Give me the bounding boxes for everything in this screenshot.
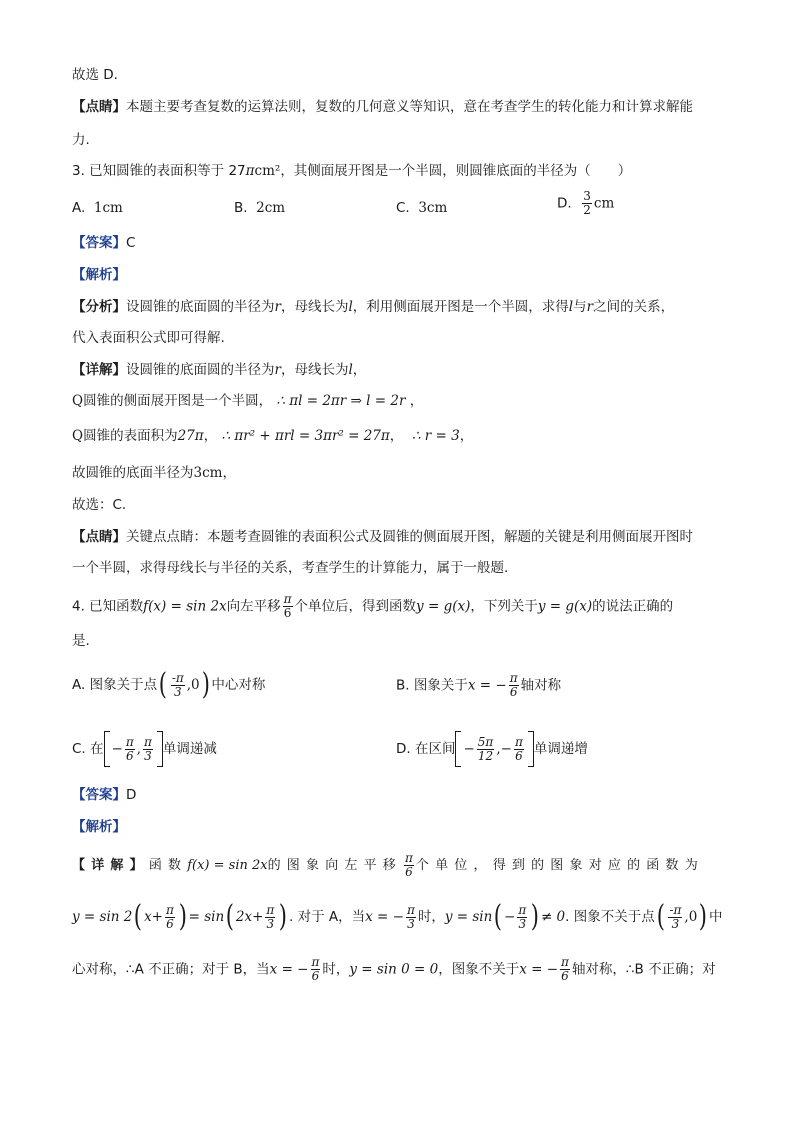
q3-option-c: C. 3cm (396, 200, 448, 216)
prev-dianjing-cont: 力. (72, 132, 90, 148)
q3-fenxi-cont: 代入表面积公式即可得解. (72, 330, 225, 346)
q4-analysis-label: 【解析】 (72, 819, 126, 835)
q4-option-a: A. 图象关于点( $\frac{-\pi}{3}$ ,0) 中心对称 (72, 667, 266, 702)
fraction-3-2: $\frac{3}{2}$ (583, 189, 591, 217)
prev-dianjing: 【点睛】本题主要考查复数的运算法则，复数的几何意义等知识，意在考查学生的转化能力和计算求解能 (72, 99, 693, 115)
q3-conclusion: 故圆锥的底面半径为3cm， (72, 465, 236, 481)
q3-dianjing-cont: 一个半圆，求得母线长与半径的关系，考查学生的计算能力，属于一般题. (72, 560, 509, 576)
q3-fenxi: 【分析】设圆锥的底面圆的半径为r，母线长为l，利用侧面展开图是一个半圆，求得l与r之间的关系， (72, 299, 675, 315)
q3-analysis-label: 【解析】 (72, 267, 126, 283)
q4-answer: 【答案】D (72, 787, 137, 803)
q3-step1: Q圆锥的侧面展开图是一个半圆， ∴ πl = 2πr ⇒ l = 2r ， (72, 393, 424, 409)
q4-xiangjie-line3: 心对称，∴A 不正确；对于 B，当x = − $\frac{\pi}{6}$ 时，y = sin 0 = 0，图象不关于x = − $\frac{\pi}{6}$ 轴对称，∴B 不正确；对 (72, 955, 716, 983)
because-symbol: Q (72, 393, 84, 409)
q3-step2: Q圆锥的表面积为27π， ∴ πr² + πrl = 3πr² = 27π， ∴ r = 3， (72, 428, 474, 444)
q3-option-d: D. $\frac{3}{2}$ cm (557, 189, 615, 217)
q3-answer: 【答案】C (72, 235, 136, 251)
q3-xiangjie: 【详解】设圆锥的底面圆的半径为r，母线长为l， (72, 362, 367, 378)
q4-stem: 4. 已知函数f(x) = sin 2x向左平移 $\frac{\pi}{6}$ 个单位后，得到函数y = g(x)，下列关于y = g(x)的说法正确的 (72, 592, 674, 620)
q3-option-b: B. 2cm (234, 200, 286, 216)
prev-choice: 故选 D. (72, 67, 118, 83)
q4-option-c: C. 在 − $\frac{\pi}{6}$ , $\frac{\pi}{3}$ 单调递减 (72, 731, 217, 767)
q3-dianjing: 【点睛】关键点点睛：本题考查圆锥的表面积公式及圆锥的侧面展开图，解题的关键是利用侧面展开图时 (72, 529, 693, 545)
q4-xiangjie-line1: 【详解】函数f(x) = sin 2x的图象向左平移 $\frac{\pi}{6}$ 个单位，得到的图象对应的函数为 (72, 851, 704, 879)
q4-option-d: D. 在区间 − $\frac{5\pi}{12}$ ,− $\frac{\pi}{6}$ 单调递增 (396, 731, 588, 767)
q3-stem: 3. 已知圆锥的表面积等于 27πcm²，其侧面展开图是一个半圆，则圆锥底面的半径为（ ） (72, 163, 632, 179)
q4-stem-cont: 是. (72, 633, 90, 649)
q4-xiangjie-line2: y = sin 2( x+ $\frac{\pi}{6}$ ) = sin( 2x+ $\frac{\pi}{3}$ ) . 对于 A，当x = − $\frac{\pi}{3}$ 时，y = sin( − $\frac{\pi}{3}$ ) ≠ 0. 图象不关于点( $\frac{-\pi}{3}$ ,0) 中 (72, 899, 723, 934)
q4-option-b: B. 图象关于x = − $\frac{\pi}{6}$ 轴对称 (396, 671, 562, 699)
q3-option-a: A. 1cm (72, 200, 123, 216)
q3-choice: 故选：C. (72, 497, 127, 513)
fraction-pi-6: $\frac{\pi}{6}$ (283, 592, 292, 620)
because-symbol: Q (72, 428, 84, 444)
